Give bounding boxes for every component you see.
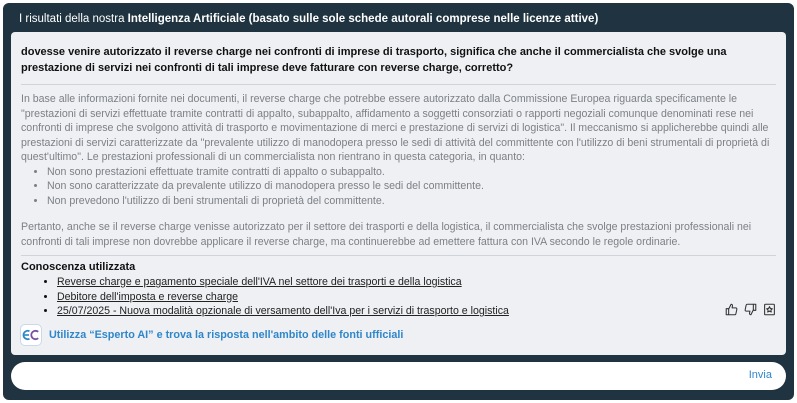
knowledge-list — [21, 275, 776, 319]
answer-bullet: • Non sono prestazioni effettuate tramite contratti di appalto o subappalto. — [47, 165, 776, 180]
question-text: dovesse venire autorizzato il reverse charge nei confronti di imprese di trasporto, significa che anche il commercialista che svolge una prestazione di servizi nei confronti di tali imprese deve fatturare con reverse charge, corretto? — [21, 46, 727, 74]
knowledge-link[interactable]: Reverse charge e pagamento speciale dell'IVA nel settore dei trasporti e della logistica — [57, 276, 462, 288]
chat-input-bar — [11, 362, 786, 390]
expert-cta-label[interactable]: Utilizza “Esperto AI” e trova la risposta nell'ambito delle fonti ufficiali — [49, 329, 404, 341]
divider — [21, 84, 776, 85]
header-prefix: I risultati della nostra — [19, 13, 128, 25]
answer-paragraph-2: Pertanto, anche se il reverse charge venisse autorizzato per il settore dei trasporti e della logistica, il commercialista che svolge prestazioni professionali nei confronti di tali imprese non dovrebbe applicare il reverse charge, ma continuerebbe ad emettere fattura con IVA secondo le regole ordinarie. — [21, 221, 752, 248]
answer-bullet: • Non prevedono l'utilizzo di beni strumentali di proprietà del committente. — [47, 194, 776, 209]
divider — [21, 255, 776, 256]
results-header — [19, 13, 598, 25]
header-bold: Intelligenza Artificiale (basato sulle sole schede autorali comprese nelle licenze attive) — [127, 13, 599, 25]
bookmark-icon[interactable] — [763, 303, 776, 316]
expert-ai-cta[interactable] — [20, 324, 403, 346]
answer-body — [21, 92, 776, 249]
list-item — [57, 304, 776, 319]
thumbs-down-icon[interactable] — [744, 303, 757, 316]
thumbs-up-icon[interactable] — [725, 303, 738, 316]
list-item — [57, 290, 776, 305]
chat-input[interactable] — [23, 367, 747, 387]
send-button[interactable]: Invia — [748, 369, 772, 381]
answer-paragraph-1: In base alle informazioni fornite nei documenti, il reverse charge che potrebbe essere autorizzato dalla Commissione Europea riguarda specificamente le "prestazioni di servizi effettuate tramite contratti di appalto, subappalto, affidamento a soggetti consorziati o rapporti negoziali comunque denominati rese nei confronti di imprese che svolgono attività di trasporto e movimentazione di merci e prestazione di servizi di logistica". Il meccanismo si applicherebbe quindi alle prestazioni di servizi caratterizzate da "prevalente utilizzo di manodopera presso le sedi di attività del committente con l'utilizzo di beni strumentali di proprietà di quest'ultimo". Le prestazioni professionali di un commercialista non rientrano in questa categoria, in quanto: — [21, 93, 770, 163]
answer-bullets — [21, 165, 776, 209]
knowledge-link[interactable]: Debitore dell'imposta e reverse charge — [57, 290, 239, 303]
answer-bullet: • Non sono caratterizzate da prevalente utilizzo di manodopera presso le sedi del committente. — [47, 179, 776, 194]
answer-panel — [11, 32, 786, 355]
list-item — [57, 275, 776, 290]
ai-results-frame — [3, 3, 794, 400]
knowledge-link[interactable]: 25/07/2025 - Nuova modalità opzionale di versamento dell'Iva per i servizi di trasporto e logistica — [57, 305, 509, 317]
esperto-logo — [20, 324, 42, 346]
knowledge-title: Conoscenza utilizzata — [21, 261, 136, 273]
feedback-icons — [725, 303, 776, 316]
